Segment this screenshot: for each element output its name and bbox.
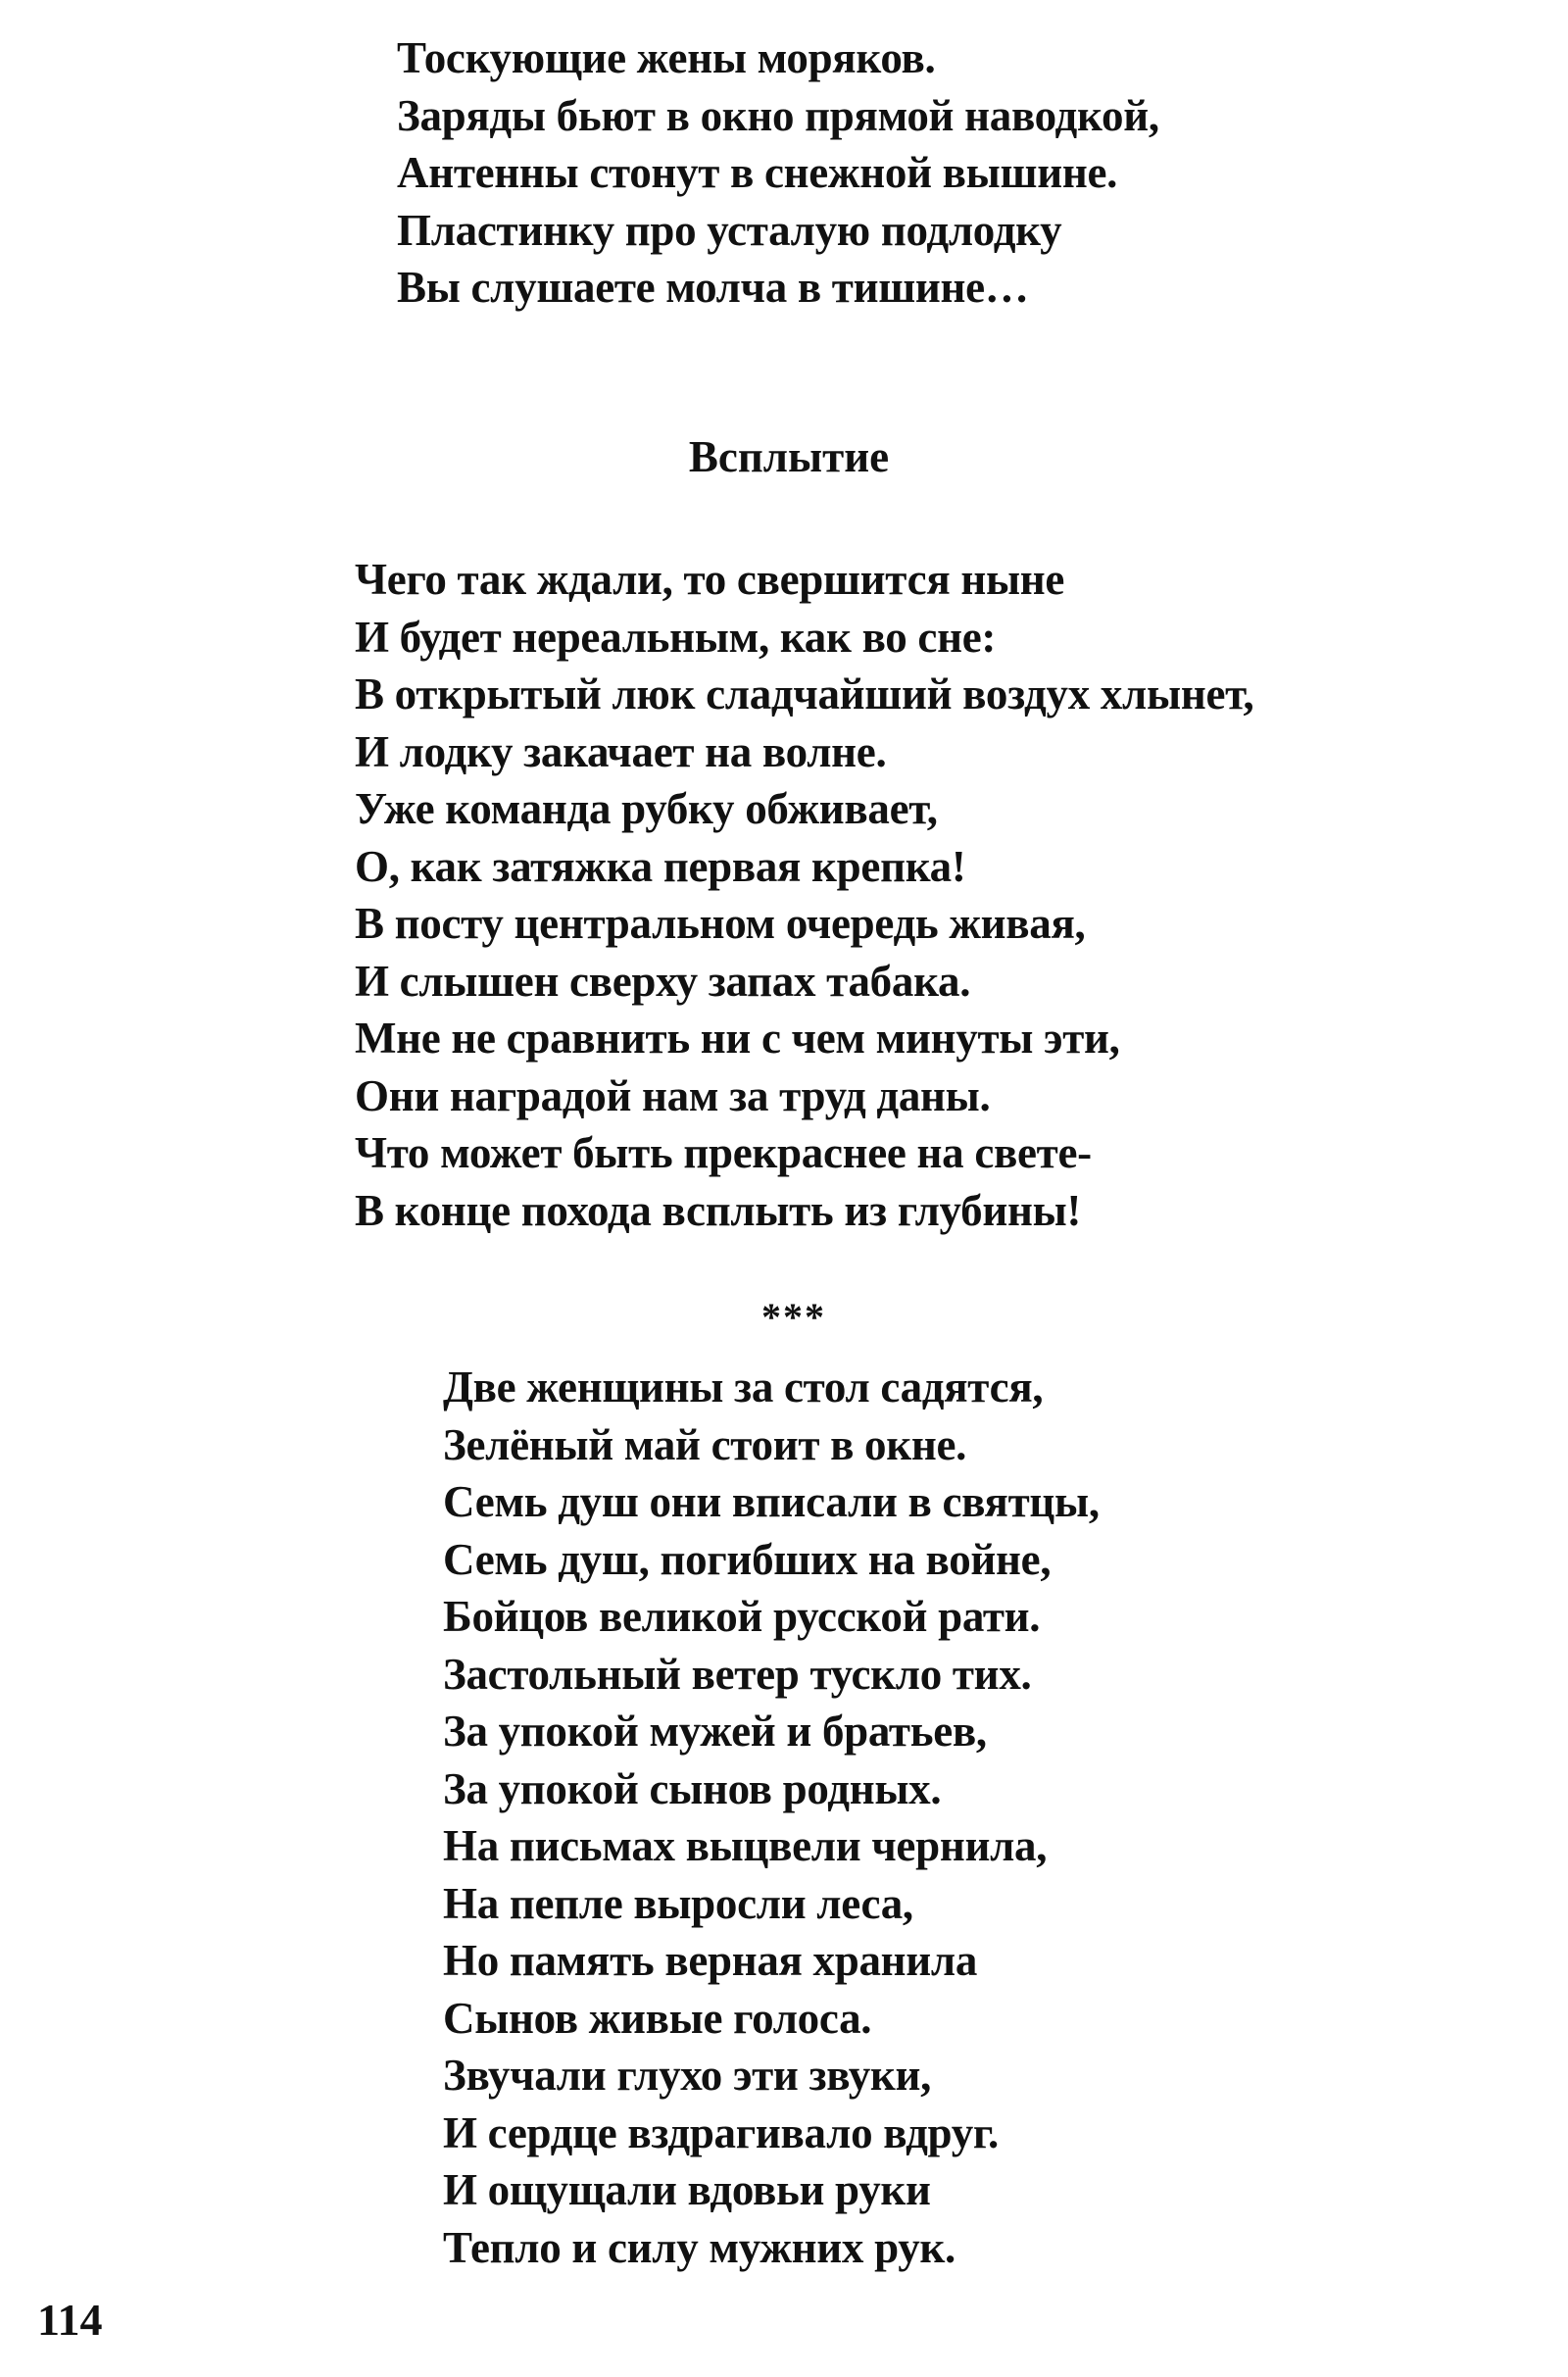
poem-line: И будет нереальным, как во сне:	[355, 612, 997, 662]
untitled-poem-stanza	[443, 1359, 1100, 2276]
poem-line: Застольный ветер тускло тих.	[443, 1649, 1032, 1699]
asterism-separator: ***	[761, 1295, 826, 1339]
poem-line: И сердце вздрагивало вдруг.	[443, 2107, 999, 2157]
poem-line: Звучали глухо эти звуки,	[443, 2051, 932, 2100]
poem-line: О, как затяжка первая крепка!	[355, 841, 966, 891]
poem-line: Антенны стонут в снежной вышине.	[397, 148, 1118, 197]
poem-vsplytie-stanza	[355, 551, 1254, 1239]
poem-line: Зелёный май стоит в окне.	[443, 1419, 967, 1469]
poem-line: В посту центральном очередь живая,	[355, 899, 1086, 948]
poem-line: На письмах выцвели чернила,	[443, 1821, 1048, 1870]
poem-line: В конце похода всплыть из глубины!	[355, 1185, 1082, 1235]
poem-line: За упокой мужей и братьев,	[443, 1707, 987, 1756]
poem-line: И ощущали вдовьи руки	[443, 2165, 931, 2214]
poem-line: И лодку закачает на волне.	[355, 726, 887, 776]
poem-line: Заряды бьют в окно прямой наводкой,	[397, 90, 1159, 140]
poem-line: В открытый люк сладчайший воздух хлынет,	[355, 669, 1254, 718]
poem-line: И слышен сверху запах табака.	[355, 956, 971, 1006]
poem-line: Мне не сравнить ни с чем минуты эти,	[355, 1014, 1120, 1063]
poem-line: Пластинку про усталую подлодку	[397, 205, 1062, 255]
page-number: 114	[37, 2295, 103, 2345]
poem-line: Две женщины за стол садятся,	[443, 1362, 1044, 1411]
poem-line: Тепло и силу мужних рук.	[443, 2222, 956, 2272]
poem-line: Тоскующие жены моряков.	[397, 33, 936, 82]
poem-line: Они наградой нам за труд даны.	[355, 1070, 991, 1120]
poem-line: Вы слушаете молча в тишине…	[397, 263, 1029, 312]
poem-line: Уже команда рубку обживает,	[355, 784, 938, 833]
poem-line: За упокой сынов родных.	[443, 1763, 942, 1813]
poem-line: На пепле выросли леса,	[443, 1878, 913, 1928]
poem-title: Всплытие	[688, 432, 890, 481]
poem-line: Но память верная хранила	[443, 1936, 978, 1985]
poem-line: Что может быть прекраснее на свете-	[355, 1128, 1092, 1177]
continued-poem-stanza	[397, 29, 1159, 317]
poem-line: Чего так ждали, то свершится ныне	[355, 555, 1065, 604]
poem-line: Семь душ они вписали в святцы,	[443, 1477, 1100, 1526]
poem-line: Сынов живые голоса.	[443, 1993, 872, 2043]
poem-line: Семь душ, погибших на войне,	[443, 1534, 1052, 1584]
poem-line: Бойцов великой русской рати.	[443, 1592, 1041, 1641]
